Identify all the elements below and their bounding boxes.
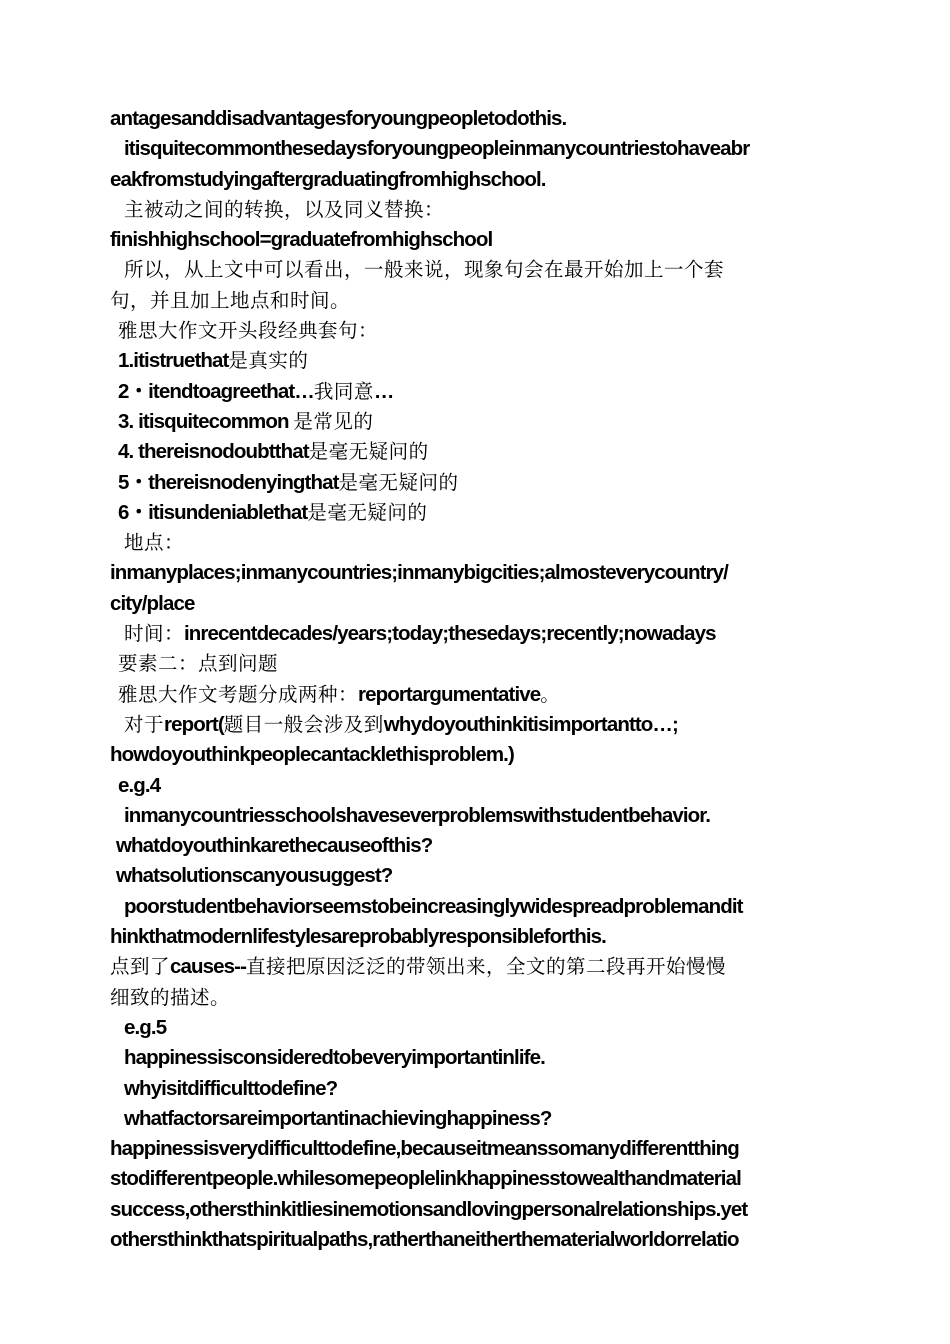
text-line [110,710,845,740]
text-line [110,649,845,679]
text-span: 是常见的 [293,409,374,433]
text-span: whydoyouthinkitisimportantto…; [383,712,678,736]
text-span: 1.itistruethat [118,349,229,373]
text-span: … [373,379,394,403]
text-span: othersthinkthatspiritualpaths,ratherthaneitherthematerialworldorrelatio [110,1227,739,1251]
text-line [110,1225,845,1255]
text-span: 4. thereisnodoubtthat [118,440,309,464]
text-line [110,165,845,195]
text-span: causes-- [170,955,246,979]
text-span: 细致的描述。 [110,985,231,1009]
text-line [110,316,845,346]
list-item [110,437,845,467]
text-line [110,983,845,1013]
text-line [110,680,845,710]
text-span: city/place [110,591,195,615]
text-line [110,1104,845,1134]
list-item [110,346,845,376]
text-span: report( [164,712,224,736]
text-line [110,922,845,952]
text-span: inmanyplaces;inmanycountries;inmanybigcities;almosteverycountry/ [110,561,728,585]
list-item [110,407,845,437]
text-line [110,831,845,861]
text-span: whatsolutionscanyousuggest? [116,864,393,888]
text-line [110,1164,845,1194]
text-line [110,801,845,831]
document-page [110,104,845,1255]
list-item [110,498,845,528]
text-span: 句，并且加上地点和时间。 [110,288,351,312]
text-span: stodifferentpeople.whilesomepeoplelinkhappinesstowealthandmaterial [110,1167,741,1191]
text-span: finishhighschool=graduatefromhighschool [110,228,493,252]
text-span: poorstudentbehaviorseemstobeincreasinglywidespreadproblemandit [124,894,743,918]
text-line [110,195,845,225]
text-line [110,558,845,588]
text-span: 雅思大作文考题分成两种： [118,682,359,706]
text-line [110,892,845,922]
text-line [110,1195,845,1225]
text-span: reportargumentative [358,682,541,706]
text-span: 。 [540,682,561,706]
text-span: 时间： [124,622,185,646]
text-span: 要素二：点到问题 [118,652,279,676]
text-line [110,255,845,285]
text-span: 地点： [124,531,185,555]
text-line [110,619,845,649]
text-span: 3. itisquitecommon [118,409,294,433]
text-span: itisquitecommonthesedaysforyoungpeopleinmanycountriestohaveabr [124,137,750,161]
text-line [110,952,845,982]
text-line [110,1013,845,1043]
list-item [110,377,845,407]
text-line [110,528,845,558]
text-span: howdoyouthinkpeoplecantacklethisproblem.) [110,743,514,767]
text-span: whyisitdifficulttodefine? [124,1076,338,1100]
text-line [110,589,845,619]
text-span: 题目一般会涉及到 [223,712,384,736]
text-line [110,861,845,891]
text-span: e.g.5 [124,1015,167,1039]
text-span: 我同意 [313,379,374,403]
text-span: hinkthatmodernlifestylesareprobablyresponsibleforthis. [110,925,606,949]
text-span: happinessisconsideredtobeveryimportantinlife. [124,1046,545,1070]
text-span: inrecentdecades/years;today;thesedays;recently;nowadays [184,622,716,646]
text-span: success,othersthinkitliesinemotionsandlovingpersonalrelationships.yet [110,1197,748,1221]
text-line [110,286,845,316]
text-span: antagesanddisadvantagesforyoungpeopletodothis. [110,107,567,130]
text-span: whatfactorsareimportantinachievinghappiness? [124,1106,552,1130]
text-span: 是毫无疑问的 [307,500,428,524]
text-line [110,1134,845,1164]
text-span: happinessisverydifficulttodefine,becauseitmeanssomanydifferentthing [110,1137,739,1161]
text-line [110,771,845,801]
text-span: 是毫无疑问的 [308,440,429,464]
text-span: 主被动之间的转换，以及同义替换： [124,197,445,221]
text-span: 2・itendtoagreethat… [118,379,314,403]
text-span: 点到了 [110,955,171,979]
text-span: 5・thereisnodenyingthat [118,470,339,494]
text-span: 是毫无疑问的 [338,470,459,494]
text-span: eakfromstudyingaftergraduatingfromhighschool. [110,167,546,191]
text-span: 雅思大作文开头段经典套句： [118,319,379,343]
text-line [110,1074,845,1104]
text-line [110,1043,845,1073]
text-line [110,740,845,770]
text-span: inmanycountriesschoolshaveseverproblemswithstudentbehavior. [124,803,711,827]
text-span: whatdoyouthinkarethecauseofthis? [116,834,433,858]
text-span: 所以，从上文中可以看出，一般来说，现象句会在最开始加上一个套 [124,258,725,282]
text-span: 6・itisundeniablethat [118,500,308,524]
text-span: e.g.4 [118,773,161,797]
text-span: 是真实的 [228,349,309,373]
text-line [110,225,845,255]
text-span: 直接把原因泛泛的带领出来，全文的第二段再开始慢慢 [246,955,727,979]
text-line [110,104,845,134]
text-span: 对于 [124,712,165,736]
text-line [110,134,845,164]
list-item [110,468,845,498]
